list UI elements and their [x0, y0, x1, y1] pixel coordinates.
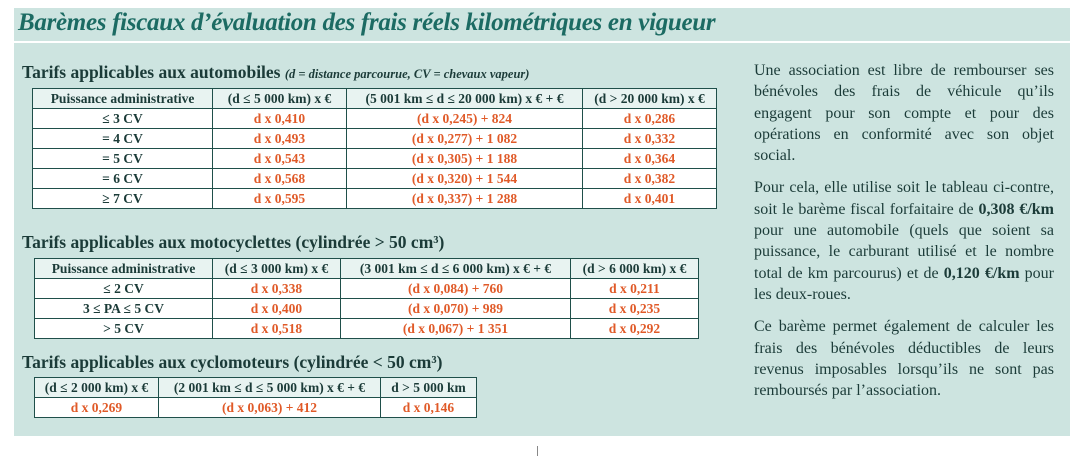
row-label-cell: ≤ 2 CV [35, 279, 213, 299]
cyclo-header-row [35, 378, 477, 398]
rate-cell: (d x 0,245) + 824 [347, 109, 583, 129]
row-label-cell: = 6 CV [33, 169, 213, 189]
table-row [33, 189, 717, 209]
rate-cell: (d x 0,063) + 412 [159, 398, 381, 418]
rate-cell: d x 0,382 [583, 169, 717, 189]
table-row [33, 169, 717, 189]
auto-heading-text: Tarifs applicables aux automobiles [22, 62, 281, 82]
moto-table [34, 258, 699, 339]
side-p2-text-a: Pour cela, elle utilise soit le tableau ci-contre, soit le barème fiscal forfaitaire de [754, 179, 1054, 218]
table-row [35, 319, 699, 339]
auto-header-cell: (d ≤ 5 000 km) x € [213, 89, 347, 109]
side-text [754, 60, 1054, 412]
table-row [33, 109, 717, 129]
cyclo-heading: Tarifs applicables aux cyclomoteurs (cylindrée < 50 cm³) [22, 352, 443, 372]
table-row [35, 279, 699, 299]
rate-cell: d x 0,332 [583, 129, 717, 149]
rate-cell: (d x 0,337) + 1 288 [347, 189, 583, 209]
rate-cell: d x 0,146 [381, 398, 477, 418]
auto-table [32, 88, 717, 209]
side-p2-rate-auto: 0,308 €/km [978, 200, 1054, 218]
side-p2-text-e: pour les deux-roues. [754, 264, 1055, 303]
rate-cell: (d x 0,320) + 1 544 [347, 169, 583, 189]
rate-cell: d x 0,518 [213, 319, 341, 339]
moto-heading: Tarifs applicables aux motocyclettes (cylindrée > 50 cm³) [22, 232, 445, 252]
moto-header-cell: (d ≤ 3 000 km) x € [213, 259, 341, 279]
cyclo-header-cell: (2 001 km ≤ d ≤ 5 000 km) x € + € [159, 378, 381, 398]
row-label-cell: 3 ≤ PA ≤ 5 CV [35, 299, 213, 319]
rate-cell: (d x 0,277) + 1 082 [347, 129, 583, 149]
cyclo-header-cell: d > 5 000 km [381, 378, 477, 398]
table-row [33, 129, 717, 149]
moto-header-cell: (3 001 km ≤ d ≤ 6 000 km) x € + € [341, 259, 571, 279]
rate-cell: d x 0,401 [583, 189, 717, 209]
rate-cell: d x 0,211 [571, 279, 699, 299]
rate-cell: d x 0,493 [213, 129, 347, 149]
rate-cell: d x 0,292 [571, 319, 699, 339]
rate-cell: d x 0,338 [213, 279, 341, 299]
rate-cell: d x 0,543 [213, 149, 347, 169]
auto-heading-note: (d = distance parcourue, CV = chevaux vapeur) [284, 67, 530, 81]
cyclo-table [34, 377, 477, 418]
rate-cell: (d x 0,067) + 1 351 [341, 319, 571, 339]
moto-header-row [35, 259, 699, 279]
page-mark [537, 446, 542, 456]
row-label-cell: = 4 CV [33, 129, 213, 149]
rate-cell: d x 0,235 [571, 299, 699, 319]
rate-cell: (d x 0,084) + 760 [341, 279, 571, 299]
rate-cell: (d x 0,305) + 1 188 [347, 149, 583, 169]
row-label-cell: ≤ 3 CV [33, 109, 213, 129]
row-label-cell: ≥ 7 CV [33, 189, 213, 209]
auto-header-cell: Puissance administrative [33, 89, 213, 109]
page-title: Barèmes fiscaux d’évaluation des frais réels kilométriques en vigueur [18, 9, 716, 36]
rate-cell: d x 0,568 [213, 169, 347, 189]
side-paragraph-3: Ce barème permet également de calculer les frais des bénévoles déductibles de leurs revenus imposables lorsqu’ils ne sont pas remboursés par l’association. [754, 318, 1054, 400]
row-label-cell: > 5 CV [35, 319, 213, 339]
moto-header-cell: Puissance administrative [35, 259, 213, 279]
rate-cell: d x 0,410 [213, 109, 347, 129]
rate-cell: d x 0,286 [583, 109, 717, 129]
rate-cell: d x 0,595 [213, 189, 347, 209]
auto-header-cell: (5 001 km ≤ d ≤ 20 000 km) x € + € [347, 89, 583, 109]
auto-header-row [33, 89, 717, 109]
rate-cell: (d x 0,070) + 989 [341, 299, 571, 319]
moto-header-cell: (d > 6 000 km) x € [571, 259, 699, 279]
rate-cell: d x 0,269 [35, 398, 159, 418]
side-paragraph-2 [754, 177, 1054, 305]
row-label-cell: = 5 CV [33, 149, 213, 169]
cyclo-header-cell: (d ≤ 2 000 km) x € [35, 378, 159, 398]
table-row [35, 398, 477, 418]
table-row [33, 149, 717, 169]
rate-cell: d x 0,400 [213, 299, 341, 319]
side-paragraph-1: Une association est libre de rembourser ses bénévoles des frais de véhicule qu’ils engagent pour son compte et pour des opérations en conformité avec son objet social. [754, 62, 1054, 165]
side-p2-rate-moto: 0,120 €/km [943, 264, 1020, 282]
rate-cell: d x 0,364 [583, 149, 717, 169]
title-divider [14, 41, 1070, 43]
auto-header-cell: (d > 20 000 km) x € [583, 89, 717, 109]
table-row [35, 299, 699, 319]
auto-heading [22, 62, 529, 83]
side-p2-text-c: pour une automobile (quels que soient sa puissance, le carburant utilisé et le nombre total de km parcourus) et de [754, 222, 1054, 282]
